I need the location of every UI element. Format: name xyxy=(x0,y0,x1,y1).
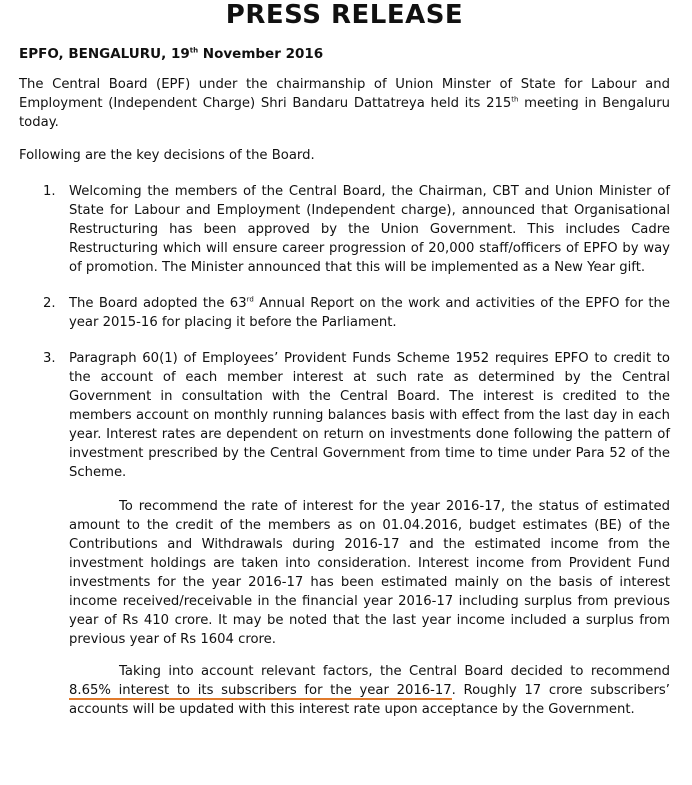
decision-number: 1. xyxy=(43,184,56,199)
decision-item-2 xyxy=(19,294,670,332)
recommendation-text-end: . Roughly 17 crore subscribers’ accounts will be updated with this interest rate upon acceptance by the Government. xyxy=(69,683,670,717)
intro-text-start: The Central Board (EPF) under the chairmanship of Union Minster of State for Labour and Employment (Independent Charge) Shri Bandaru Dattatreya held its 215 xyxy=(19,77,670,111)
decision-item-3 xyxy=(19,349,670,719)
dateline xyxy=(19,45,670,63)
document-title: PRESS RELEASE xyxy=(225,0,464,30)
decision-item-1 xyxy=(19,182,670,277)
highlighted-interest-rate: 8.65% interest to its subscribers for the year 2016-17 xyxy=(69,683,452,698)
intro-paragraph xyxy=(19,75,670,132)
ordinal-suffix: rd xyxy=(246,295,254,304)
intro-ordinal-suffix: th xyxy=(511,95,519,104)
decision-number: 3. xyxy=(43,351,56,366)
key-decisions-heading: Following are the key decisions of the Board. xyxy=(19,148,315,163)
decision-number: 2. xyxy=(43,296,56,311)
decision-text: Paragraph 60(1) of Employees’ Provident Funds Scheme 1952 requires EPFO to credit to the account of each member interest at such rate as determined by the Central Government in consultation with the Central Board. The interest is credited to the members account on monthly running balances basis with effect from the last day in each year. Interest rates are dependent on return on investments done following the pattern of investment prescribed by the Central Government from time to time under Para 52 of the Scheme. xyxy=(69,351,670,480)
decisions-list xyxy=(19,182,670,719)
decision-text xyxy=(69,294,670,332)
interest-rate-paragraph: To recommend the rate of interest for the year 2016-17, the status of estimated amount to the credit of the members as on 01.04.2016, budget estimates (BE) of the Contributions and Withdrawals during 2016-17 and the estimated income from the investment holdings are taken into consideration. Interest income from Provident Fund investments for the year 2016-17 has been estimated mainly on the basis of interest income received/receivable in the financial year 2016-17 including surplus from previous year of Rs 410 crore. It may be noted that the last year income included a surplus from previous year of Rs 1604 crore. xyxy=(69,499,670,647)
dateline-suffix: th xyxy=(189,46,199,55)
decision-text: Welcoming the members of the Central Board, the Chairman, CBT and Union Minister of State for Labour and Employment (Independent charge), announced that Organisational Restructuring has been approved by the Union Government. This includes Cadre Restructuring which will ensure career progression of 20,000 staff/officers of EPFO by way of promotion. The Minister announced that this will be implemented as a New Year gift. xyxy=(69,184,670,275)
recommendation-text-start: Taking into account relevant factors, the Central Board decided to recommend xyxy=(119,664,670,679)
recommendation-paragraph xyxy=(69,662,670,719)
intro-text-end: meeting in Bengaluru today. xyxy=(19,96,670,130)
decision-text-end: Annual Report on the work and activities of the EPFO for the year 2015-16 for placing it before the Parliament. xyxy=(69,296,670,330)
dateline-month-year: November 2016 xyxy=(198,46,324,62)
decision-text-start: The Board adopted the 63 xyxy=(69,296,247,311)
dateline-prefix: EPFO, BENGALURU, 19 xyxy=(19,46,190,62)
